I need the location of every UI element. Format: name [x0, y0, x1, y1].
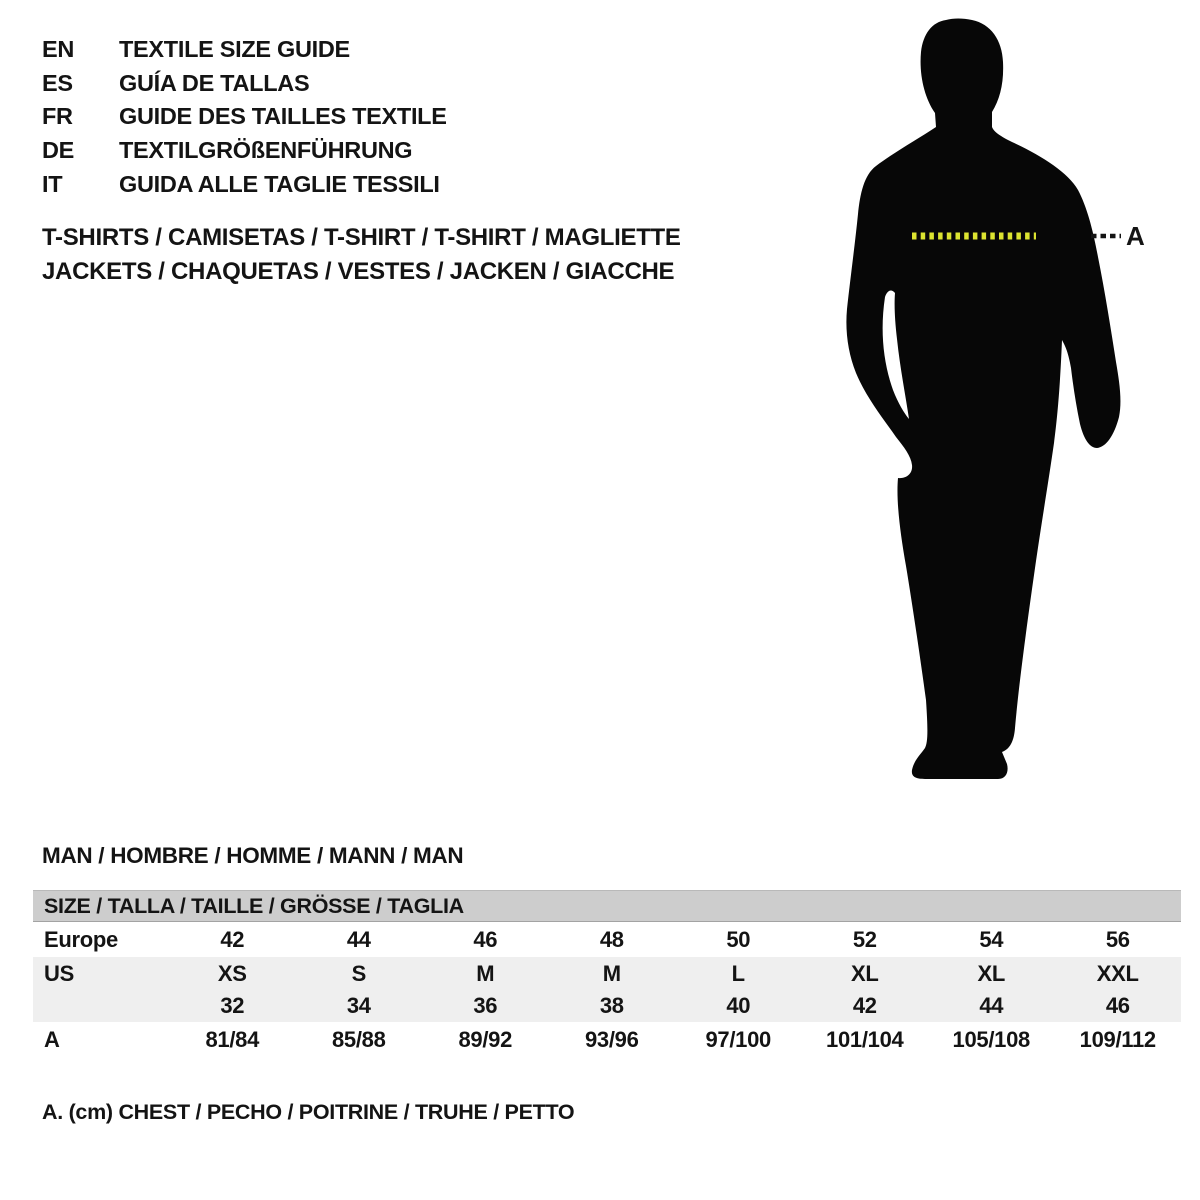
size-table-header-label: SIZE / TALLA / TAILLE / GRÖSSE / TAGLIA	[44, 893, 464, 918]
table-cell: M	[602, 960, 621, 986]
table-cell: XL	[977, 960, 1005, 986]
language-row	[42, 134, 447, 168]
table-cell: 109/112	[1079, 1027, 1156, 1052]
category-line: T-SHIRTS / CAMISETAS / T-SHIRT / T-SHIRT / MAGLIETTE	[42, 224, 681, 251]
table-cell: 32	[220, 993, 245, 1018]
language-row	[42, 67, 447, 101]
category-line: JACKETS / CHAQUETAS / VESTES / JACKEN / GIACCHE	[42, 257, 675, 285]
table-cell: 81/84	[205, 1027, 260, 1052]
language-title: GUÍA DE TALLAS	[119, 69, 310, 96]
measurement-note: A. (cm) CHEST / PECHO / POITRINE / TRUHE / PETTO	[42, 1100, 575, 1124]
table-cell: XL	[850, 960, 879, 986]
table-cell: 38	[599, 993, 624, 1018]
language-title: GUIDA ALLE TAGLIE TESSILI	[119, 170, 440, 197]
language-code: IT	[42, 170, 63, 197]
language-code: FR	[42, 103, 73, 130]
table-cell: 54	[979, 926, 1004, 952]
table-cell: 97/100	[705, 1027, 771, 1052]
row-label: A	[44, 1027, 60, 1052]
table-cell: 89/92	[458, 1027, 513, 1052]
table-cell: 44	[979, 993, 1004, 1018]
language-title: GUIDE DES TAILLES TEXTILE	[119, 103, 447, 130]
table-cell: M	[476, 960, 495, 986]
garment-categories	[42, 221, 681, 288]
table-cell: 36	[473, 993, 498, 1018]
language-row	[42, 33, 447, 67]
table-cell: L	[731, 960, 745, 986]
language-row	[42, 167, 447, 201]
table-cell: 93/96	[584, 1027, 639, 1052]
language-code: EN	[42, 36, 75, 63]
table-cell: 101/104	[826, 1027, 904, 1052]
language-title-list	[42, 33, 447, 201]
size-table-header	[33, 890, 1181, 922]
language-row	[42, 100, 447, 134]
man-silhouette-path	[846, 19, 1120, 780]
table-cell: 52	[852, 926, 877, 952]
table-cell: 34	[346, 993, 371, 1018]
measure-label-a: A	[1126, 221, 1145, 251]
table-cell: 85/88	[331, 1027, 386, 1052]
table-cell: 40	[726, 993, 751, 1018]
man-silhouette	[840, 15, 1140, 800]
row-label: Europe	[44, 926, 118, 952]
row-label: US	[44, 960, 74, 986]
table-cell: 44	[346, 926, 371, 952]
table-cell: XS	[217, 960, 247, 986]
language-code: ES	[42, 69, 73, 96]
table-cell: 48	[599, 926, 624, 952]
section-title-man: MAN / HOMBRE / HOMME / MANN / MAN	[42, 843, 464, 868]
table-cell: 42	[852, 993, 877, 1018]
table-cell: 42	[220, 926, 245, 952]
table-cell: S	[351, 960, 366, 986]
size-table	[33, 890, 1181, 1058]
language-title: TEXTILGRÖßENFÜHRUNG	[119, 137, 413, 164]
table-row-numeric	[33, 990, 1181, 1022]
table-cell: 50	[726, 926, 751, 952]
table-cell: 46	[1105, 993, 1130, 1018]
table-cell: 56	[1105, 926, 1130, 952]
table-cell: 105/108	[952, 1027, 1030, 1052]
table-row-us	[33, 957, 1181, 990]
language-code: DE	[42, 137, 75, 164]
table-row-europe	[33, 922, 1181, 957]
language-title: TEXTILE SIZE GUIDE	[119, 36, 350, 63]
table-cell: 46	[473, 926, 498, 952]
table-row-chest	[33, 1022, 1181, 1058]
table-cell: XXL	[1096, 960, 1139, 986]
